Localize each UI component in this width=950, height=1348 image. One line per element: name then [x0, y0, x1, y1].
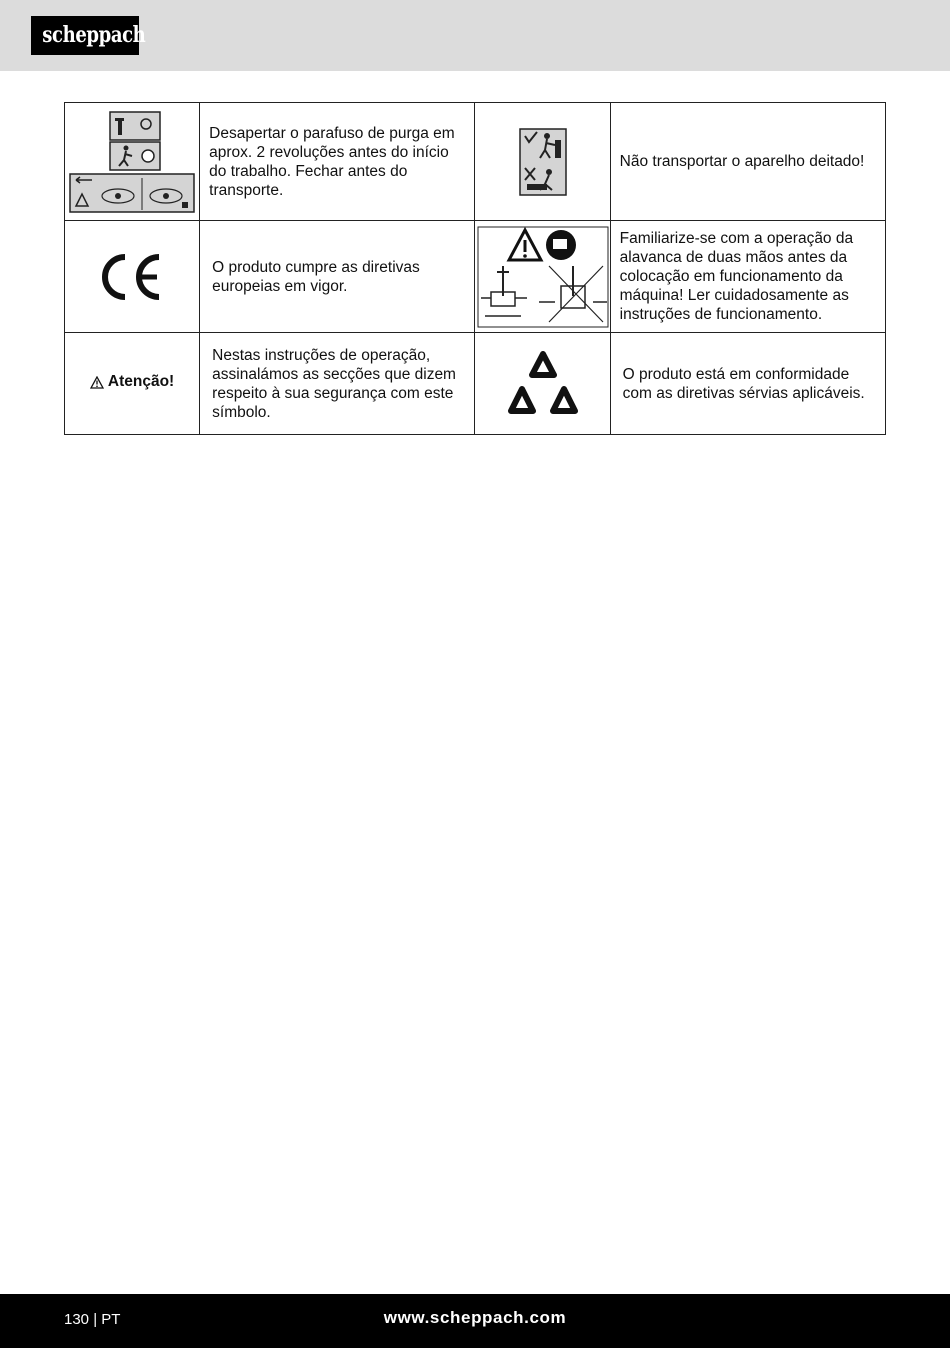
bleed-screw-instruction-icon: [68, 110, 196, 214]
attention-label: Atenção!: [90, 373, 174, 391]
symbol-description: Nestas instruções de operação, assinalámos as secções que dizem respeito à sua segurança com este símbolo.: [200, 333, 475, 435]
symbol-description: Não transportar o aparelho deitado!: [610, 103, 885, 221]
symbol-cell: [65, 221, 200, 333]
symbol-description: Familiarize-se com a operação da alavanca de duas mãos antes da colocação em funcionamento da máquina! Ler cuidadosamente as instruções de funcionamento.: [610, 221, 885, 333]
page-number: 130 | PT: [64, 1311, 121, 1328]
page-header: [0, 0, 950, 71]
symbol-cell: [65, 103, 200, 221]
symbol-description: Desapertar o parafuso de purga em aprox. 2 revoluções antes do início do trabalho. Fechar antes do transporte.: [200, 103, 475, 221]
serbian-conformity-mark-icon: [505, 351, 581, 417]
ce-mark-icon: [97, 252, 167, 302]
table-row: [65, 221, 886, 333]
warning-triangle-icon: [90, 376, 104, 389]
table-row: [65, 333, 886, 435]
no-horizontal-transport-icon: [519, 128, 567, 196]
symbol-description: O produto está em conformidade com as diretivas sérvias aplicáveis.: [610, 333, 885, 435]
symbol-cell: [475, 333, 610, 435]
symbol-cell: [475, 221, 610, 333]
two-hand-lever-warning-icon: [477, 226, 609, 328]
page-footer: [0, 1294, 950, 1348]
symbol-cell: [65, 333, 200, 435]
symbol-description: O produto cumpre as diretivas europeias em vigor.: [200, 221, 475, 333]
scheppach-logo: scheppach: [31, 16, 139, 55]
website-link[interactable]: www.scheppach.com: [383, 1308, 567, 1327]
symbols-table: [64, 102, 886, 435]
symbol-cell: [475, 103, 610, 221]
table-row: [65, 103, 886, 221]
